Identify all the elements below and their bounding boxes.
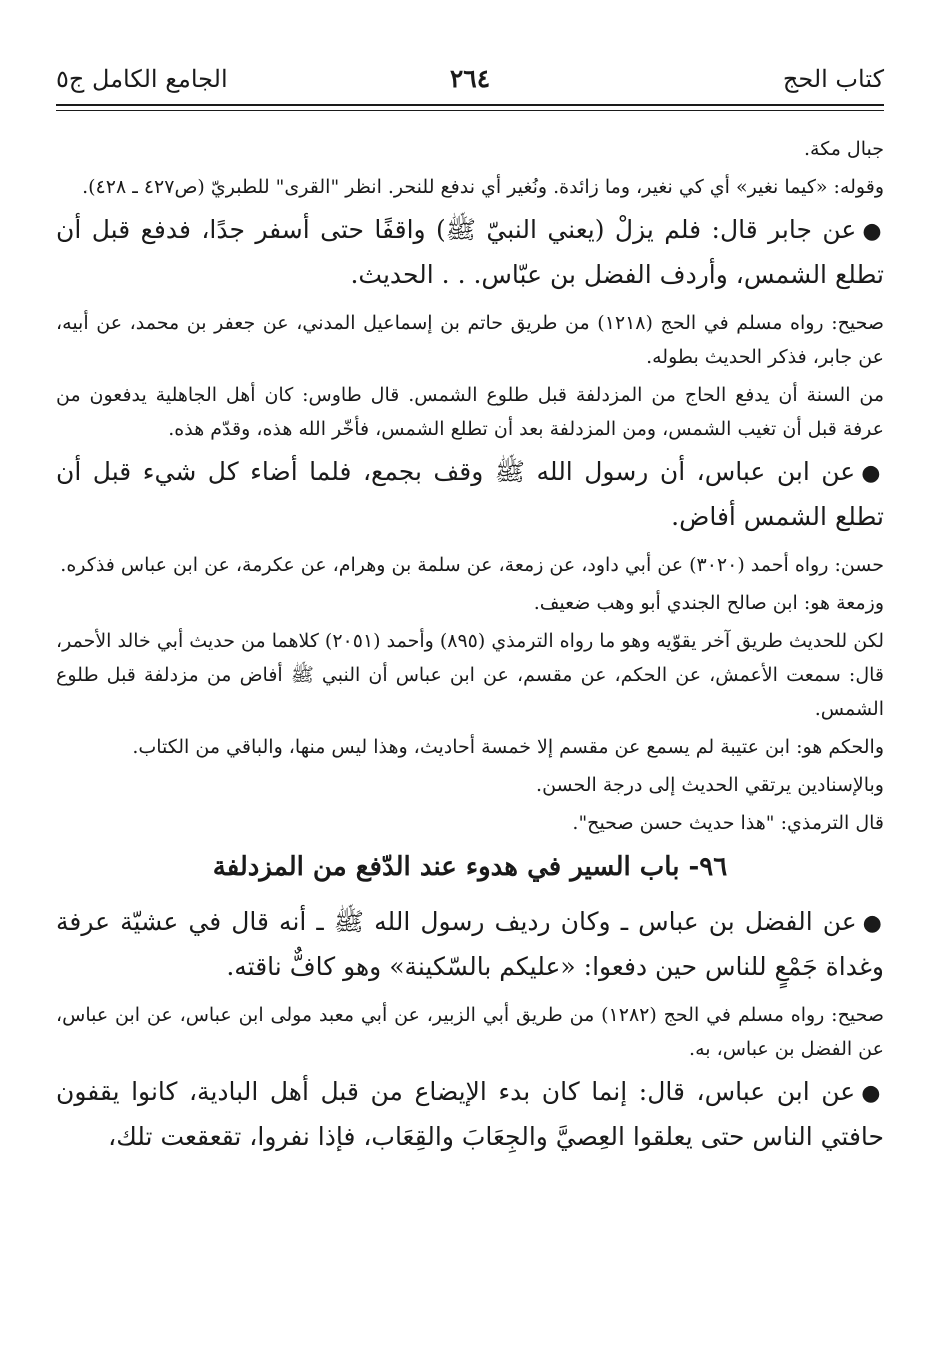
running-header [56, 0, 884, 112]
commentary-paragraph: وقوله: «كيما نغير» أي كي نغير، وما زائدة. ونُغير أي ندفع للنحر. انظر "القرى" للطبريّ (ص٤٢٧ ـ ٤٢٨). [82, 176, 884, 198]
commentary-paragraph: من السنة أن يدفع الحاج من المزدلفة قبل طلوع الشمس. قال طاوس: كان أهل الجاهلية يدفعون من عرفة قبل أن تغيب الشمس، ومن المزدلفة بعد أن تطلع الشمس، فأخّر الله هذه، وقدّم هذه. [56, 384, 884, 440]
hadith-paragraph [56, 450, 884, 538]
bullet-icon: ● [861, 461, 884, 486]
page-number: ٢٦٤ [449, 64, 491, 93]
chapter-title: ٩٦- باب السير في هدوء عند الدّفع من المزدلفة [212, 852, 728, 882]
header-rule-thin [56, 110, 884, 111]
commentary-paragraph: والحكم هو: ابن عتيبة لم يسمع عن مقسم إلا خمسة أحاديث، وهذا ليس منها، والباقي من الكتاب. [132, 736, 884, 758]
volume-title: الجامع الكامل ج٥ [56, 65, 228, 93]
book-title: كتاب الحج [782, 65, 884, 93]
commentary-paragraph: لكن للحديث طريق آخر يقوّيه وهو ما رواه الترمذي (٨٩٥) وأحمد (٢٠٥١) كلاهما من حديث أبي خالد الأحمر، قال: سمعت الأعمش، عن الحكم، عن مقسم، عن ابن عباس أن النبي ﷺ أفاض من مزدلفة قبل طلوع الشمس. [56, 630, 884, 720]
takhrij-paragraph: صحيح: رواه مسلم في الحج (١٢١٨) من طريق حاتم بن إسماعيل المدني، عن جعفر بن محمد، عن أبيه، عن جابر، فذكر الحديث بطوله. [56, 312, 884, 368]
hadith-text: عن الفضل بن عباس ـ وكان رديف رسول الله ﷺ ـ أنه قال في عشيّة عرفة وغداة جَمْعٍ للناس حين دفعوا: «عليكم بالسّكينة» وهو كافٌّ ناقته. [56, 907, 884, 981]
page-body [56, 112, 884, 1158]
header-rule-thick [56, 104, 884, 106]
bullet-icon: ● [862, 911, 884, 936]
hadith-text: عن جابر قال: فلم يزلْ (يعني النبيّ ﷺ) واقفًا حتى أسفر جدًا، فدفع قبل أن تطلع الشمس، وأردف الفضل بن عبّاس. . . الحديث. [56, 215, 884, 289]
takhrij-paragraph: حسن: رواه أحمد (٣٠٢٠) عن أبي داود، عن زمعة، عن سلمة بن وهرام، عن عكرمة، عن ابن عباس فذكره. [60, 554, 884, 576]
takhrij-paragraph: صحيح: رواه مسلم في الحج (١٢٨٢) من طريق أبي الزبير، عن أبي معبد مولى ابن عباس، عن ابن عباس، عن الفضل بن عباس، به. [56, 1004, 884, 1060]
commentary-paragraph: جبال مكة. [803, 138, 884, 160]
hadith-text: عن ابن عباس، قال: إنما كان بدء الإيضاع من قبل أهل البادية، كانوا يقفون حافتي الناس حتى يعلقوا العِصيَّ والجِعَابَ والقِعَاب، فإذا نفروا، تقعقعت تلك، [56, 1077, 884, 1151]
commentary-paragraph: وبالإسنادين يرتقي الحديث إلى درجة الحسن. [536, 774, 884, 796]
bullet-icon: ● [861, 1081, 885, 1106]
hadith-text: عن ابن عباس، أن رسول الله ﷺ وقف بجمع، فلما أضاء كل شيء قبل أن تطلع الشمس أفاض. [56, 457, 884, 531]
hadith-paragraph [56, 208, 884, 296]
bullet-icon: ● [862, 219, 884, 244]
commentary-paragraph: وزمعة هو: ابن صالح الجندي أبو وهب ضعيف. [533, 592, 884, 614]
hadith-paragraph [56, 900, 884, 988]
hadith-paragraph [56, 1070, 884, 1158]
commentary-paragraph: قال الترمذي: "هذا حديث حسن صحيح". [572, 812, 884, 834]
